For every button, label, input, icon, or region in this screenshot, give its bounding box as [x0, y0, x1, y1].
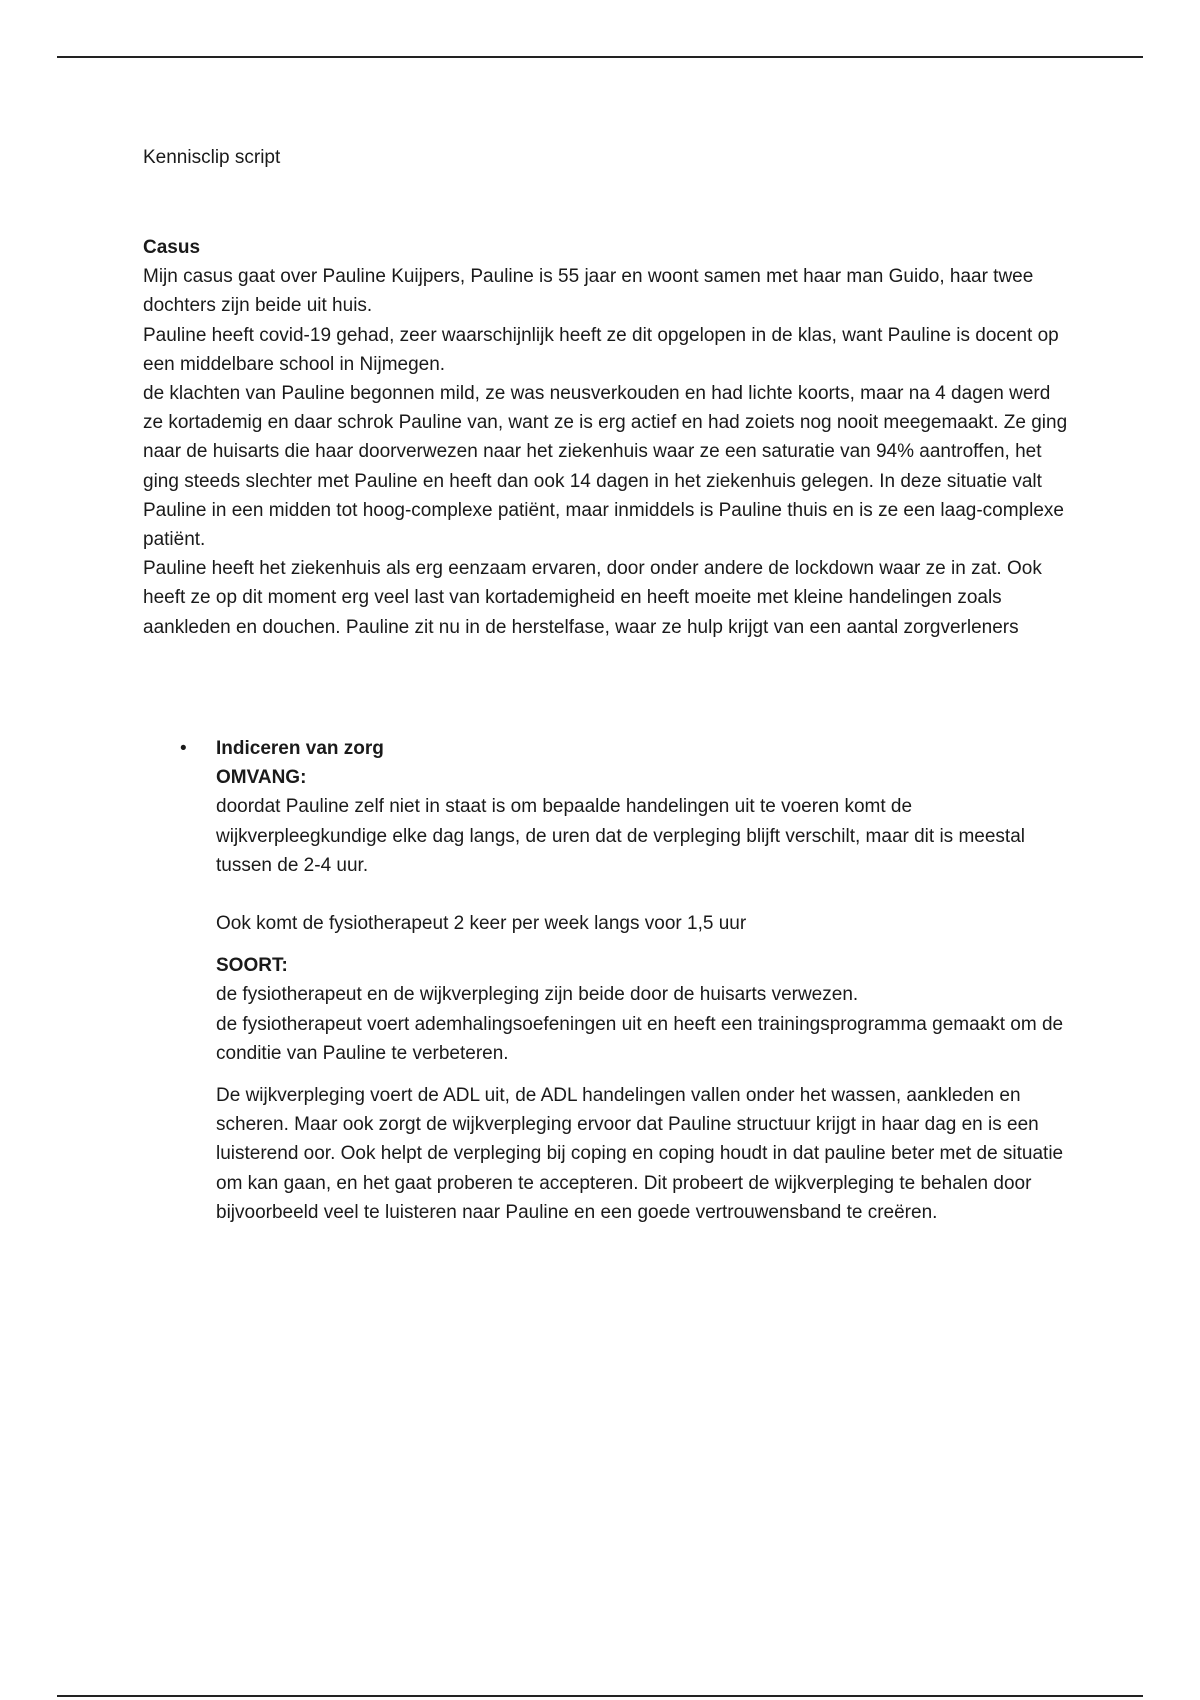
casus-paragraph-3: de klachten van Pauline begonnen mild, ze was neusverkouden en had lichte koorts, maar na 4 dagen werd ze kortademig en daar schrok Pauline van, want ze is erg actief en had zoiets nog nooit meegemaakt. Ze ging naar de huisarts die haar doorverwezen naar het ziekenhuis waar ze een saturatie van 94% aantroffen, het ging steeds slechter met Pauline en heeft dan ook 14 dagen in het ziekenhuis gelegen. In deze situatie valt Pauline in een midden tot hoog-complexe patiënt, maar inmiddels is Pauline thuis en is ze een laag-complexe patiënt. — [143, 383, 1068, 551]
header-rule — [57, 56, 1143, 58]
omvang-paragraph-2: Ook komt de fysiotherapeut 2 keer per week langs voor 1,5 uur — [216, 913, 747, 935]
casus-paragraph-1: Mijn casus gaat over Pauline Kuijpers, Pauline is 55 jaar en woont samen met haar man Guido, haar twee dochters zijn beide uit huis. — [143, 266, 1034, 317]
casus-heading: Casus — [143, 237, 201, 258]
omvang-paragraph-1: doordat Pauline zelf niet in staat is om bepaalde handelingen uit te voeren komt de wijkverpleegkundige elke dag langs, de uren dat de verpleging blijft verschilt, maar dit is meestal tussen de 2-4 uur. — [216, 796, 1025, 876]
soort-paragraph-3: De wijkverpleging voert de ADL uit, de ADL handelingen vallen onder het wassen, aankleden en scheren. Maar ook zorgt de wijkverpleging ervoor dat Pauline structuur krijgt in haar dag en is een luisterend oor. Ook helpt de verpleging bij coping en coping houdt in dat pauline beter met de situatie om kan gaan, en het gaat proberen te accepteren. Dit probeert de wijkverpleging te behalen door bijvoorbeeld veel te luisteren naar Pauline en een goede vertrouwensband te creëren. — [216, 1085, 1064, 1223]
casus-paragraph-2: Pauline heeft covid-19 gehad, zeer waarschijnlijk heeft ze dit opgelopen in de klas, want Pauline is docent op een middelbare school in Nijmegen. — [143, 324, 1059, 375]
document-title: Kennisclip script — [143, 147, 281, 168]
footer-rule — [57, 1695, 1143, 1697]
soort-paragraph-1: de fysiotherapeut en de wijkverpleging zijn beide door de huisarts verwezen. — [216, 984, 859, 1006]
indiceren-body — [216, 763, 1073, 1227]
indiceren-section — [143, 734, 1073, 1227]
bullet-item-indiceren — [143, 734, 1073, 763]
casus-section — [143, 233, 1073, 642]
bullet-icon: • — [180, 738, 187, 759]
indiceren-label: Indiceren van zorg — [216, 738, 384, 759]
omvang-heading: OMVANG: — [216, 767, 307, 789]
soort-heading: SOORT: — [216, 955, 288, 977]
casus-paragraph-4: Pauline heeft het ziekenhuis als erg eenzaam ervaren, door onder andere de lockdown waar ze in zat. Ook heeft ze op dit moment erg veel last van kortademigheid en heeft moeite met kleine handelingen zoals aankleden en douchen. Pauline zit nu in de herstelfase, waar ze hulp krijgt van een aantal zorgverleners — [143, 558, 1042, 638]
soort-paragraph-2: de fysiotherapeut voert ademhalingsoefeningen uit en heeft een trainingsprogramma gemaakt om de conditie van Pauline te verbeteren. — [216, 1013, 1064, 1064]
